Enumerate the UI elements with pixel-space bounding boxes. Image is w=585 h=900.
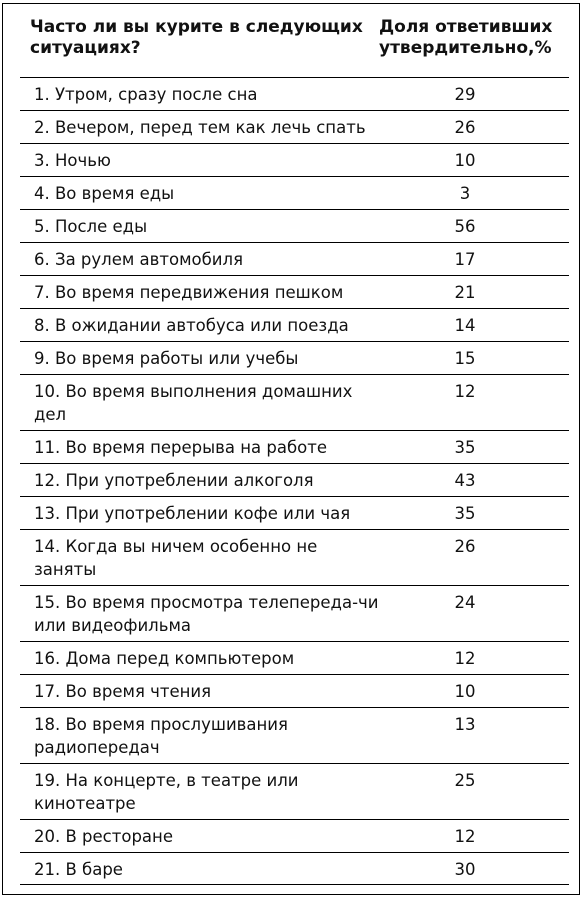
row-value: 30 bbox=[454, 860, 476, 879]
row-label: 11. Во время перерыва на работе bbox=[34, 438, 328, 457]
row-label: 17. Во время чтения bbox=[34, 682, 212, 701]
survey-table bbox=[2, 3, 580, 895]
row-value: 56 bbox=[454, 217, 476, 236]
table-row bbox=[20, 77, 569, 110]
row-value: 3 bbox=[459, 184, 471, 203]
table-row bbox=[20, 852, 569, 885]
table-row bbox=[20, 143, 569, 176]
row-value: 17 bbox=[454, 250, 476, 269]
row-value: 35 bbox=[454, 504, 476, 523]
row-label: 14. Когда вы ничем особенно не заняты bbox=[34, 537, 318, 579]
row-value: 10 bbox=[454, 151, 476, 170]
row-label: 5. После еды bbox=[34, 217, 148, 236]
table-row bbox=[20, 529, 569, 585]
table-row bbox=[20, 275, 569, 308]
row-label: 16. Дома перед компьютером bbox=[34, 649, 295, 668]
row-label: 21. В баре bbox=[34, 860, 123, 879]
table-row bbox=[20, 496, 569, 529]
table-row bbox=[20, 308, 569, 341]
row-label: 1. Утром, сразу после сна bbox=[34, 85, 258, 104]
row-label: 10. Во время выполнения домашних дел bbox=[34, 382, 353, 424]
table-header bbox=[3, 4, 579, 70]
table-row bbox=[20, 209, 569, 242]
row-label: 13. При употреблении кофе или чая bbox=[34, 504, 351, 523]
table-row bbox=[20, 341, 569, 374]
row-value: 15 bbox=[454, 349, 476, 368]
row-label: 8. В ожидании автобуса или поезда bbox=[34, 316, 349, 335]
table-row bbox=[20, 463, 569, 496]
table-body bbox=[3, 77, 579, 885]
row-value: 35 bbox=[454, 438, 476, 457]
table-row bbox=[20, 707, 569, 763]
row-value: 13 bbox=[454, 715, 476, 734]
table-row bbox=[20, 763, 569, 819]
table-row bbox=[20, 374, 569, 430]
row-label: 4. Во время еды bbox=[34, 184, 175, 203]
row-value: 14 bbox=[454, 316, 476, 335]
table-row bbox=[20, 430, 569, 463]
row-value: 12 bbox=[454, 827, 476, 846]
row-value: 21 bbox=[454, 283, 476, 302]
row-value: 26 bbox=[454, 118, 476, 137]
row-label: 19. На концерте, в театре или кинотеатре bbox=[34, 771, 299, 813]
row-value: 26 bbox=[454, 537, 476, 556]
row-label: 12. При употреблении алкоголя bbox=[34, 471, 314, 490]
row-value: 29 bbox=[454, 85, 476, 104]
table-row bbox=[20, 242, 569, 275]
question-header: Часто ли вы курите в следующих ситуациях? bbox=[30, 17, 363, 58]
row-value: 43 bbox=[454, 471, 476, 490]
row-label: 20. В ресторане bbox=[34, 827, 173, 846]
row-value: 24 bbox=[454, 593, 476, 612]
table-row bbox=[20, 641, 569, 674]
row-label: 3. Ночью bbox=[34, 151, 111, 170]
row-value: 12 bbox=[454, 649, 476, 668]
row-value: 12 bbox=[454, 382, 476, 401]
share-header: Доля ответивших утвердительно,% bbox=[379, 17, 553, 58]
row-label: 15. Во время просмотра телепереда-чи или видеофильма bbox=[34, 593, 379, 635]
row-value: 25 bbox=[454, 771, 476, 790]
table-row bbox=[20, 176, 569, 209]
table-row bbox=[20, 585, 569, 641]
row-label: 2. Вечером, перед тем как лечь спать bbox=[34, 118, 366, 137]
table-row bbox=[20, 819, 569, 852]
row-label: 18. Во время прослушивания радиопередач bbox=[34, 715, 288, 757]
row-label: 6. За рулем автомобиля bbox=[34, 250, 244, 269]
row-label: 9. Во время работы или учебы bbox=[34, 349, 299, 368]
table-row bbox=[20, 110, 569, 143]
table-row bbox=[20, 674, 569, 707]
row-value: 10 bbox=[454, 682, 476, 701]
row-label: 7. Во время передвижения пешком bbox=[34, 283, 344, 302]
